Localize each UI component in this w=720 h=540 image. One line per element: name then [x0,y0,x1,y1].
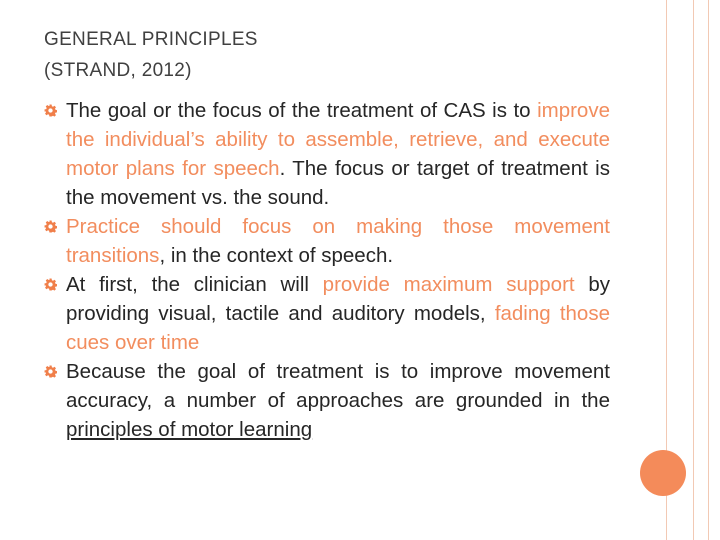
bullet-text [66,360,610,441]
cog-icon [44,220,57,233]
text-run: by providing visual, tactile and auditory models, [66,273,610,325]
text-run: The goal or the focus of the treatment of CAS is to [66,99,538,122]
bullet-item [44,270,610,357]
bullet-text [66,273,610,354]
text-run: At first, the clinician will [66,273,323,296]
highlighted-text: improve the individual’s ability to assemble, retrieve, and execute motor plans for speech [66,99,610,180]
text-run: , in the context of speech. [159,244,394,267]
decorative-rail-line [708,0,709,540]
cog-icon [44,365,57,378]
decorative-circle [640,450,686,496]
highlighted-text: Practice should focus on making those movement transitions [66,215,610,267]
text-run: . The focus or target of treatment is the movement vs. the sound. [66,157,610,209]
cog-icon [44,104,57,117]
bullet-text [66,99,610,209]
decorative-rail-line [693,0,694,540]
underlined-text: principles of motor learning [66,418,313,441]
cog-icon [44,278,57,291]
slide-title [44,24,604,86]
slide-title-citation: (STRAND, 2012) [44,60,192,81]
bullet-item [44,212,610,270]
slide-title-line: GENERAL PRINCIPLES [44,29,258,50]
highlighted-text: fading those cues over time [66,302,610,354]
bullet-item [44,96,610,212]
highlighted-text: provide maximum support [322,273,575,296]
text-run: Because the goal of treatment is to improve movement accuracy, a number of approaches are grounded in the [66,360,610,412]
bullet-item [44,357,610,444]
bullet-text [66,215,610,267]
bullet-list [44,96,610,444]
